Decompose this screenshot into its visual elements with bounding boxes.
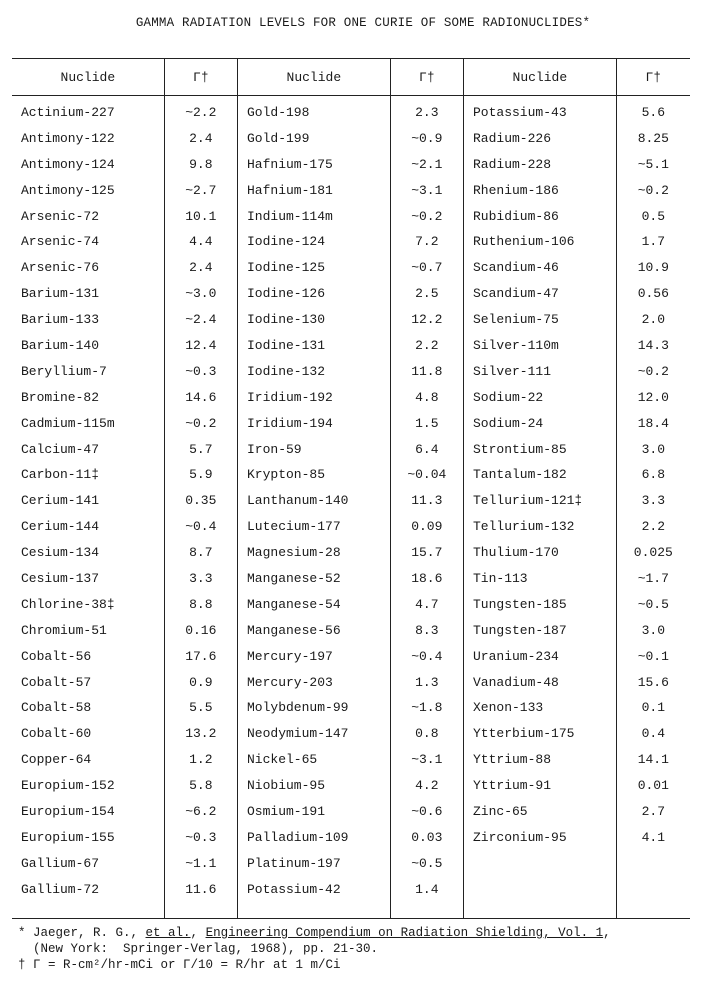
- nuclide-name: Cobalt-57: [21, 674, 92, 690]
- header-nuclide-3: Nuclide: [464, 59, 617, 95]
- gamma-value: 2.5: [415, 286, 439, 302]
- gamma-value: 9.8: [189, 156, 213, 172]
- gamma-column-1: [165, 96, 238, 918]
- nuclide-name: Actinium-227: [21, 105, 115, 120]
- nuclide-name: Sodium-22: [473, 389, 544, 405]
- gamma-value: 2.7: [641, 804, 666, 820]
- nuclide-name: Carbon-11‡: [21, 467, 100, 483]
- nuclide-name: Chromium-51: [21, 622, 107, 638]
- gamma-value: ~2.1: [411, 156, 443, 172]
- gamma-value: 11.8: [411, 363, 443, 379]
- nuclide-name: Chlorine-38‡: [21, 596, 115, 612]
- gamma-value: ~0.1: [637, 648, 669, 664]
- nuclide-name: Ytterbium-175: [473, 726, 575, 742]
- nuclide-name: Mercury-203: [247, 674, 333, 690]
- gamma-value: 14.3: [637, 338, 669, 354]
- gamma-value: 5.7: [189, 441, 213, 457]
- nuclide-name: Radium-228: [473, 156, 552, 172]
- gamma-value: 5.8: [189, 778, 213, 794]
- gamma-value: 3.0: [641, 622, 666, 638]
- gamma-column-3: [617, 96, 690, 918]
- gamma-value: 2.3: [415, 105, 439, 120]
- nuclide-name: Manganese-54: [247, 596, 341, 612]
- gamma-value: 15.7: [411, 545, 443, 561]
- gamma-value: 0.4: [641, 726, 666, 742]
- nuclide-name: Calcium-47: [21, 441, 100, 457]
- nuclide-name: Antimony-125: [21, 182, 115, 198]
- footnote-ref-sep: ,: [190, 926, 206, 940]
- nuclide-name: Manganese-52: [247, 571, 341, 587]
- gamma-value: 1.2: [189, 752, 213, 768]
- nuclide-name: Vanadium-48: [473, 674, 559, 690]
- nuclide-name: Gallium-67: [21, 855, 100, 871]
- nuclide-column-3: [464, 96, 617, 918]
- nuclide-name: Arsenic-74: [21, 234, 100, 250]
- gamma-value: ~0.3: [185, 829, 217, 845]
- gamma-value: ~0.6: [411, 804, 443, 820]
- nuclide-name: Barium-131: [21, 286, 100, 302]
- nuclide-name: Europium-155: [21, 829, 115, 845]
- gamma-value: 18.6: [411, 571, 443, 587]
- nuclide-name: Molybdenum-99: [247, 700, 349, 716]
- nuclide-name: Antimony-124: [21, 156, 115, 172]
- footnote-ref-prefix: * Jaeger, R. G.,: [18, 926, 146, 940]
- nuclide-name: Iron-59: [247, 441, 302, 457]
- gamma-value: 2.4: [189, 260, 213, 276]
- gamma-value: 15.6: [637, 674, 669, 690]
- gamma-value: ~5.1: [637, 156, 669, 172]
- gamma-value: 0.01: [637, 778, 669, 794]
- gamma-value: 2.2: [415, 338, 439, 354]
- gamma-value: 11.3: [411, 493, 443, 509]
- gamma-value: ~0.7: [411, 260, 443, 276]
- nuclide-name: Yttrium-88: [473, 752, 552, 768]
- gamma-value: ~0.5: [411, 855, 443, 871]
- nuclide-name: Gold-198: [247, 105, 310, 120]
- footnote-ref-etal: et al.: [145, 926, 191, 940]
- nuclide-name: Tellurium-132: [473, 519, 575, 535]
- header-nuclide-1: Nuclide: [12, 59, 165, 95]
- gamma-value: 5.5: [189, 700, 213, 716]
- nuclide-name: Cerium-144: [21, 519, 100, 535]
- nuclide-name: Potassium-43: [473, 105, 567, 120]
- nuclide-name: Iodine-131: [247, 338, 326, 354]
- gamma-value: 0.5: [641, 208, 666, 224]
- gamma-value: 4.1: [641, 829, 666, 845]
- gamma-value: ~1.7: [637, 571, 669, 587]
- nuclide-name: Iodine-126: [247, 286, 326, 302]
- nuclide-name: Tungsten-187: [473, 622, 567, 638]
- gamma-value: ~0.9: [411, 130, 443, 146]
- gamma-value: 5.9: [189, 467, 213, 483]
- gamma-value: 8.7: [189, 545, 213, 561]
- nuclide-name: Iodine-130: [247, 312, 326, 328]
- nuclide-name: Manganese-56: [247, 622, 341, 638]
- gamma-value: ~0.2: [637, 182, 669, 198]
- gamma-value: ~0.2: [411, 208, 443, 224]
- nuclide-name: Krypton-85: [247, 467, 326, 483]
- nuclide-name: Nickel-65: [247, 752, 318, 768]
- nuclide-name: Tin-113: [473, 571, 528, 587]
- nuclide-name: Silver-111: [473, 363, 552, 379]
- table-header-row: [12, 59, 690, 96]
- header-gamma-1: Γ†: [165, 59, 238, 95]
- nuclide-name: Beryllium-7: [21, 363, 107, 379]
- nuclide-name: Hafnium-181: [247, 182, 333, 198]
- gamma-value: 0.09: [411, 519, 443, 535]
- gamma-value: 6.8: [641, 467, 666, 483]
- nuclide-name: Osmium-191: [247, 804, 326, 820]
- gamma-value: ~6.2: [185, 804, 217, 820]
- header-nuclide-2: Nuclide: [238, 59, 391, 95]
- gamma-value: 0.8: [415, 726, 439, 742]
- gamma-value: 0.1: [641, 700, 666, 716]
- nuclide-name: Ruthenium-106: [473, 234, 575, 250]
- gamma-value: 11.6: [185, 881, 217, 897]
- gamma-value: 12.0: [637, 389, 669, 405]
- header-gamma-3: Γ†: [645, 69, 662, 85]
- gamma-value: 17.6: [185, 648, 217, 664]
- nuclide-name: Iridium-194: [247, 415, 333, 431]
- gamma-value: 0.56: [637, 286, 669, 302]
- nuclide-name: Cobalt-60: [21, 726, 92, 742]
- gamma-value: 4.7: [415, 596, 439, 612]
- gamma-value: 1.7: [641, 234, 666, 250]
- nuclide-name: Thulium-170: [473, 545, 559, 561]
- nuclide-name: Bromine-82: [21, 389, 100, 405]
- nuclide-name: Lanthanum-140: [247, 493, 349, 509]
- nuclide-name: Mercury-197: [247, 648, 333, 664]
- gamma-value: 7.2: [415, 234, 439, 250]
- nuclide-name: Cesium-137: [21, 571, 100, 587]
- nuclide-name: Yttrium-91: [473, 778, 552, 794]
- nuclide-name: Selenium-75: [473, 312, 559, 328]
- gamma-value: ~1.8: [411, 700, 443, 716]
- nuclide-name: Europium-152: [21, 778, 115, 794]
- nuclide-name: Cobalt-58: [21, 700, 92, 716]
- nuclide-name: Gallium-72: [21, 881, 100, 897]
- gamma-column-2: [391, 96, 464, 918]
- gamma-value: 8.8: [189, 596, 213, 612]
- nuclide-name: Tantalum-182: [473, 467, 567, 483]
- gamma-value: 3.3: [189, 571, 213, 587]
- nuclide-name: Copper-64: [21, 752, 92, 768]
- nuclide-name: Tungsten-185: [473, 596, 567, 612]
- nuclide-name: Sodium-24: [473, 415, 544, 431]
- gamma-value: 1.5: [415, 415, 439, 431]
- nuclide-name: Potassium-42: [247, 881, 341, 897]
- gamma-value: 12.4: [185, 338, 217, 354]
- gamma-value: ~2.7: [185, 182, 217, 198]
- gamma-value: 2.0: [641, 312, 666, 328]
- gamma-value: ~0.4: [411, 648, 443, 664]
- nuclide-name: Palladium-109: [247, 829, 349, 845]
- nuclide-name: Rhenium-186: [473, 182, 559, 198]
- nuclide-name: Rubidium-86: [473, 208, 559, 224]
- nuclide-name: Cobalt-56: [21, 648, 92, 664]
- nuclide-name: Arsenic-76: [21, 260, 100, 276]
- nuclide-name: Iodine-124: [247, 234, 326, 250]
- gamma-value: 1.4: [415, 881, 439, 897]
- page-title: GAMMA RADIATION LEVELS FOR ONE CURIE OF SOME RADIONUCLIDES*: [135, 16, 591, 30]
- nuclide-name: Magnesium-28: [247, 545, 341, 561]
- gamma-value: 6.4: [415, 441, 439, 457]
- radiation-table: [12, 58, 690, 919]
- gamma-value: 0.025: [633, 545, 673, 561]
- gamma-value: 12.2: [411, 312, 443, 328]
- gamma-value: ~0.3: [185, 363, 217, 379]
- nuclide-name: Iodine-132: [247, 363, 326, 379]
- gamma-value: ~0.4: [185, 519, 217, 535]
- nuclide-name: Cadmium-115m: [21, 415, 115, 431]
- nuclide-name: Iridium-192: [247, 389, 333, 405]
- nuclide-name: Scandium-46: [473, 260, 559, 276]
- gamma-value: 13.2: [185, 726, 217, 742]
- footnote-ref-end: ,: [603, 926, 611, 940]
- gamma-value: 3.0: [641, 441, 666, 457]
- header-gamma-2: Γ†: [391, 59, 464, 95]
- gamma-value: 0.16: [185, 622, 217, 638]
- gamma-value: 2.4: [189, 130, 213, 146]
- nuclide-column-2: [238, 96, 391, 918]
- gamma-value: ~0.5: [637, 596, 669, 612]
- nuclide-name: Zinc-65: [473, 804, 528, 820]
- footnote-reference-line2: (New York: Springer-Verlag, 1968), pp. 21-30.: [18, 942, 379, 956]
- nuclide-name: Gold-199: [247, 130, 310, 146]
- nuclide-name: Cerium-141: [21, 493, 100, 509]
- table-body: [12, 96, 690, 918]
- gamma-value: 0.9: [189, 674, 213, 690]
- gamma-value: 5.6: [641, 105, 666, 120]
- gamma-value: 2.2: [641, 519, 666, 535]
- nuclide-name: Europium-154: [21, 804, 115, 820]
- nuclide-name: Hafnium-175: [247, 156, 333, 172]
- footnote-ref-title: Engineering Compendium on Radiation Shielding, Vol. 1: [205, 926, 604, 940]
- nuclide-name: Antimony-122: [21, 130, 115, 146]
- nuclide-name: Arsenic-72: [21, 208, 100, 224]
- nuclide-name: Barium-133: [21, 312, 100, 328]
- gamma-value: 10.1: [185, 208, 217, 224]
- gamma-value: 1.3: [415, 674, 439, 690]
- nuclide-name: Platinum-197: [247, 855, 341, 871]
- gamma-value: ~2.2: [185, 105, 217, 120]
- gamma-value: 3.3: [641, 493, 666, 509]
- nuclide-name: Indium-114m: [247, 208, 333, 224]
- nuclide-name: Xenon-133: [473, 700, 544, 716]
- footnotes: [18, 925, 718, 973]
- gamma-value: ~2.4: [185, 312, 217, 328]
- gamma-value: 18.4: [637, 415, 669, 431]
- gamma-value: ~0.2: [637, 363, 669, 379]
- nuclide-column-1: [12, 96, 165, 918]
- nuclide-name: Scandium-47: [473, 286, 559, 302]
- nuclide-name: Zirconium-95: [473, 829, 567, 845]
- nuclide-name: Barium-140: [21, 338, 100, 354]
- gamma-value: 10.9: [637, 260, 669, 276]
- gamma-value: 8.25: [637, 130, 669, 146]
- nuclide-name: Cesium-134: [21, 545, 100, 561]
- footnote-reference: [18, 925, 718, 941]
- gamma-value: 0.03: [411, 829, 443, 845]
- gamma-value: 8.3: [415, 622, 439, 638]
- gamma-value: ~3.0: [185, 286, 217, 302]
- gamma-value: 14.1: [637, 752, 669, 768]
- nuclide-name: Uranium-234: [473, 648, 559, 664]
- gamma-value: ~0.2: [185, 415, 217, 431]
- gamma-value: ~0.04: [407, 467, 447, 483]
- nuclide-name: Tellurium-121‡: [473, 493, 583, 509]
- footnote-dagger: † Γ = R-cm²/hr-mCi or Γ/10 = R/hr at 1 m/Ci: [18, 958, 341, 972]
- nuclide-name: Strontium-85: [473, 441, 567, 457]
- gamma-value: 4.8: [415, 389, 439, 405]
- nuclide-name: Silver-110m: [473, 338, 559, 354]
- gamma-value: ~3.1: [411, 182, 443, 198]
- gamma-value: 0.35: [185, 493, 217, 509]
- gamma-value: ~3.1: [411, 752, 443, 768]
- nuclide-name: Neodymium-147: [247, 726, 349, 742]
- gamma-value: 4.2: [415, 778, 439, 794]
- gamma-value: 14.6: [185, 389, 217, 405]
- nuclide-name: Radium-226: [473, 130, 552, 146]
- nuclide-name: Niobium-95: [247, 778, 326, 794]
- gamma-value: ~1.1: [185, 855, 217, 871]
- gamma-value: 4.4: [189, 234, 213, 250]
- nuclide-name: Iodine-125: [247, 260, 326, 276]
- nuclide-name: Lutecium-177: [247, 519, 341, 535]
